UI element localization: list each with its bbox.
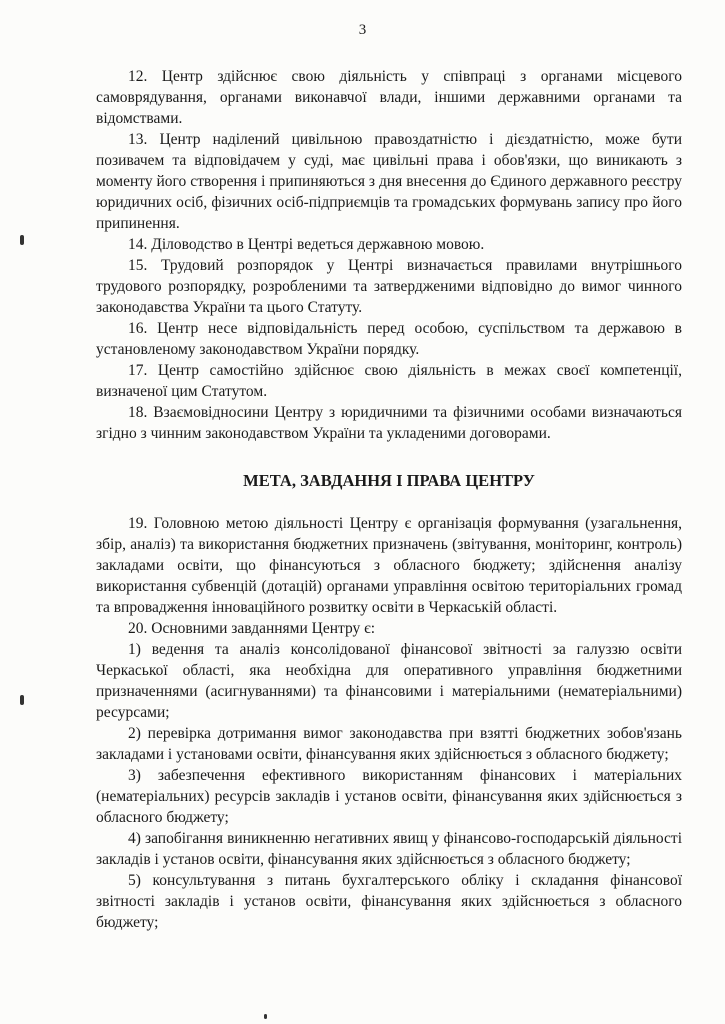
task-item-2: 2) перевірка дотримання вимог законодавства при взятті бюджетних зобов'язань закладами і установами освіти, фінансування яких здійснюється з обласного бюджету; bbox=[96, 725, 682, 763]
document-body bbox=[96, 66, 682, 933]
paragraph-12: 12. Центр здійснює свою діяльність у співпраці з органами місцевого самоврядування, органами виконавчої влади, іншими державними органами та відомствами. bbox=[96, 68, 682, 127]
paragraph-18: 18. Взаємовідносини Центру з юридичними та фізичними особами визначаються згідно з чинним законодавством України та укладеними договорами. bbox=[96, 404, 682, 442]
paragraph-15: 15. Трудовий розпорядок у Центрі визначається правилами внутрішнього трудового розпорядку, розробленими та затвердженими відповідно до вимог чинного законодавства України та цього Статуту. bbox=[96, 257, 682, 316]
task-item-4: 4) запобігання виникненню негативних явищ у фінансово-господарській діяльності закладів і установ освіти, фінансування яких здійснюється з обласного бюджету; bbox=[96, 830, 682, 868]
binding-hole-mark bbox=[20, 695, 24, 705]
section-heading: МЕТА, ЗАВДАННЯ І ПРАВА ЦЕНТРУ bbox=[243, 471, 535, 490]
page-number: 3 bbox=[358, 22, 367, 38]
task-item-5: 5) консультування з питань бухгалтерського обліку і складання фінансової звітності закладів і установ освіти, фінансування яких здійснюється з обласного бюджету; bbox=[96, 872, 682, 931]
paragraph-20: 20. Основними завданнями Центру є: bbox=[128, 620, 376, 637]
scan-speck-mark bbox=[264, 1014, 267, 1019]
task-item-1: 1) ведення та аналіз консолідованої фінансової звітності за галуззю освіти Черкаської області, яка необхідна для оперативного управління бюджетними призначеннями (асигнуваннями) та фінансовими і матеріальними (нематеріальними) ресурсами; bbox=[96, 641, 682, 721]
paragraph-14: 14. Діловодство в Центрі ведеться державною мовою. bbox=[128, 236, 485, 253]
paragraph-17: 17. Центр самостійно здійснює свою діяльність в межах своєї компетенції, визначеної цим Статутом. bbox=[96, 362, 682, 400]
paragraph-19: 19. Головною метою діяльності Центру є організація формування (узагальнення, збір, аналіз) та використання бюджетних призначень (звітування, моніторинг, контроль) закладами освіти, що фінансуються з обласного бюджету; здійснення аналізу використання субвенцій (дотацій) органами управління освітою територіальних громад та впровадження інноваційного розвитку освіти в Черкаській області. bbox=[96, 515, 682, 616]
binding-hole-mark bbox=[20, 235, 24, 245]
task-item-3: 3) забезпечення ефективного використанням фінансових і матеріальних (нематеріальних) ресурсів закладів і установ освіти, фінансування яких здійснюється з обласного бюджету; bbox=[96, 767, 682, 826]
paragraph-16: 16. Центр несе відповідальність перед особою, суспільством та державою в установленому законодавством України порядку. bbox=[96, 320, 682, 358]
paragraph-13: 13. Центр наділений цивільною правоздатністю і дієздатністю, може бути позивачем та відповідачем у суді, має цивільні права і обов'язки, що виникають з моменту його створення і припиняються з дня внесення до Єдиного державного реєстру юридичних осіб, фізичних осіб-підприємців та громадських формувань запису про його припинення. bbox=[96, 131, 682, 232]
